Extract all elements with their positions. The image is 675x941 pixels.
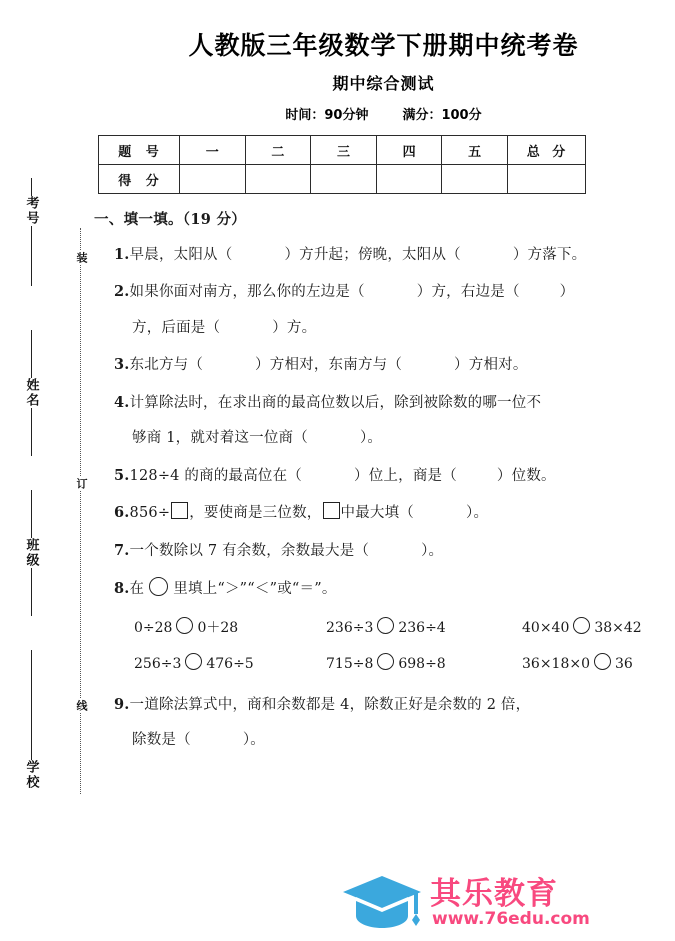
score-cell-4[interactable] [376,165,442,194]
score-cell-2[interactable] [245,165,311,194]
question-text: ）。 [421,542,444,559]
margin-label-xingming [18,330,44,456]
exam-paper [92,0,675,941]
question-text: 中最大填（ [340,505,414,522]
question-number: 2. [114,283,130,301]
score-table-col-1: 一 [180,136,246,165]
question-1 [92,244,675,266]
question-text: ）。 [466,505,489,522]
comparison-item [522,617,642,637]
exam-meta [92,104,675,123]
margin-rule [31,568,32,616]
page-subtitle: 期中综合测试 [332,74,435,93]
comparison-circle-icon[interactable] [377,653,394,670]
comparison-circle-icon[interactable] [149,577,168,596]
score-table-col-2: 二 [245,136,311,165]
question-text: ）方。 [272,319,317,336]
margin-rule [31,330,32,378]
comparison-circle-icon[interactable] [377,617,394,634]
score-table-row-label: 题 号 [99,136,180,165]
comparison-row-1 [92,617,675,637]
score-table-col-5: 五 [442,136,508,165]
full-score: 满分：100分 [402,108,482,123]
question-text: 如果你面对南方，那么你的左边是（ [129,284,365,301]
margin-label-text: 班级 [23,538,39,568]
comparison-circle-icon[interactable] [176,617,193,634]
margin-label-xuexiao [18,650,44,790]
margin-rule [31,408,32,456]
section-heading-fill-in: 一、填一填。（19 分） [94,211,247,228]
margin-label-kaohao [18,178,44,286]
score-table [98,135,586,194]
question-2-line-2 [92,317,675,339]
time-limit: 时间：90分钟 [285,108,369,123]
page-title: 人教版三年级数学下册期中统考卷 [188,31,579,60]
comparison-item [326,617,522,637]
comparison-right: 0＋28 [197,619,239,636]
question-text: ，要使商是三位数， [189,505,322,522]
question-text: ）。 [359,430,383,447]
question-text: ）方升起；傍晚，太阳从（ [284,247,461,263]
comparison-right: 36 [615,655,633,672]
score-cell-1[interactable] [180,165,246,194]
comparison-left: 36×18×0 [522,655,590,672]
question-number: 8. [114,580,130,598]
question-number: 7. [114,541,130,559]
question-text: ）位数。 [496,467,556,484]
score-table-total-header: 总 分 [508,136,586,165]
logo-brand-text: 其乐教育 [430,876,558,912]
score-table-col-3: 三 [311,136,377,165]
logo-url-text: www.76edu.com [432,909,590,929]
question-4 [92,392,675,414]
score-cell-total[interactable] [508,165,586,194]
question-5 [92,465,675,487]
comparison-circle-icon[interactable] [573,617,590,634]
question-number: 5. [114,466,130,484]
margin-rule [31,490,32,538]
question-text: ）方相对，东南方与（ [255,357,403,374]
comparison-right: 698÷8 [398,655,446,672]
comparison-left: 236÷3 [326,619,374,636]
comparison-right: 38×42 [594,619,642,636]
question-text: ）。 [242,732,265,749]
margin-rule [31,650,32,760]
question-text: 在 [129,581,145,598]
table-row-scores [99,165,586,194]
question-8 [92,577,675,600]
comparison-right: 236÷4 [398,619,446,636]
binding-char: 线 [75,700,88,711]
question-text: ）方落下。 [512,247,587,263]
question-number: 9. [114,695,130,713]
comparison-left: 256÷3 [134,655,182,672]
comparison-left: 715÷8 [326,655,374,672]
comparison-item [134,653,326,672]
question-text: ）方相对。 [454,357,528,374]
graduation-cap-icon [342,872,422,932]
question-text: 够商 1，就对着这一位商（ [132,430,308,447]
comparison-item [326,653,522,672]
binding-char: 订 [75,478,88,489]
comparison-circle-icon[interactable] [594,653,611,670]
question-text: 一道除法算式中，商和余数都是 4，除数正好是余数的 2 倍， [129,696,531,713]
question-text: 一个数除以 7 有余数，余数最大是（ [129,542,370,559]
margin-label-text: 姓名 [23,378,39,408]
answer-box-icon[interactable] [323,502,340,519]
comparison-right: 476÷5 [206,655,254,672]
question-text: 方，后面是（ [132,319,221,336]
question-2: 2.如果你面对南方，那么你的左边是（ ）方，右边是（ ） [114,283,575,301]
comparison-row-2 [92,653,675,672]
answer-box-icon[interactable] [171,502,188,519]
comparison-item [134,617,326,637]
score-cell-3[interactable] [311,165,377,194]
score-cell-5[interactable] [442,165,508,194]
question-number: 6. [114,504,130,522]
question-4-line-2 [92,427,675,449]
score-table-col-4: 四 [376,136,442,165]
margin-rule [31,178,32,196]
question-text: ）方，右边是（ [416,284,520,301]
question-text: 计算除法时，在求出商的最高位数以后，除到被除数的哪一位不 [129,394,542,411]
question-6 [92,502,675,524]
question-number: 3. [114,356,130,374]
binding-line [74,228,88,794]
question-7 [92,540,675,562]
question-3 [92,354,675,376]
question-text: 里填上“＞”“＜”或“＝”。 [173,581,337,598]
question-text: 856÷ [129,505,171,522]
question-text: 除数是（ [132,732,191,749]
question-text: 东北方与（ [129,357,204,374]
comparison-left: 0÷28 [134,619,173,636]
question-text: 128÷4 的商的最高位在（ [129,467,303,484]
margin-label-text: 学校 [23,760,39,790]
question-9-line-2 [92,729,675,751]
comparison-circle-icon[interactable] [185,653,202,670]
score-table-row-label: 得 分 [99,165,180,194]
comparison-item [522,653,633,672]
question-number: 1. [114,246,130,263]
comparison-left: 40×40 [522,619,570,636]
question-text: 早晨，太阳从（ [129,247,233,263]
margin-label-banji [18,490,44,616]
site-logo [342,868,590,938]
margin-rule [31,226,32,286]
margin-label-text: 考号 [23,196,39,226]
table-row-question-numbers [99,136,586,165]
question-9 [92,694,675,716]
binding-char: 装 [75,252,88,263]
question-text: ）位上，商是（ [354,467,457,484]
question-number: 4. [114,393,130,411]
